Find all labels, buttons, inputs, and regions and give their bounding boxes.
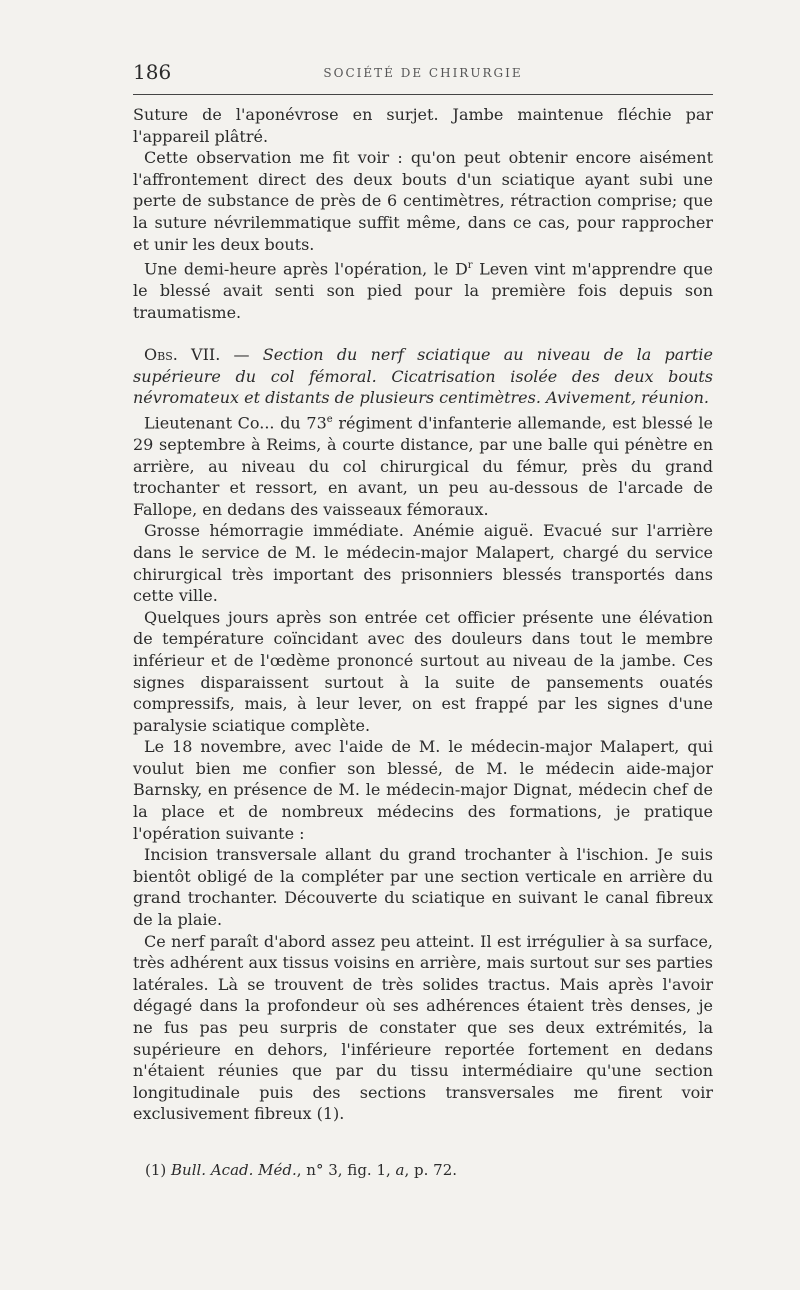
paragraph: Grosse hémorragie immédiate. Anémie aiguë. Evacué sur l'arrière dans le service de M. le médecin-major Malapert, chargé du service chirurgical très important des prisonniers blessés transportés dans cette ville. [133, 521, 713, 606]
paragraph: Une demi-heure après l'opération, le $D^r$ Leven vint m'apprendre que le blessé avait senti son pied pour la première fois depuis son traumatisme. [133, 259, 713, 322]
paragraph: Incision transversale allant du grand trochanter à l'ischion. Je suis bientôt obligé de la compléter par une section verticale en arrière du grand trochanter. Découverte du sciatique en suivant le canal fibreux de la plaie. [133, 845, 713, 930]
paragraph: Ce nerf paraît d'abord assez peu atteint. Il est irrégulier à sa surface, très adhérent aux tissus voisins en arrière, mais surtout sur ses parties latérales. Là se trouvent de très solides tractus. Mais après l'avoir dégagé dans la profondeur où ses adhérences étaient très denses, je ne fus pas peu surpris de constater que ses deux extrémités, la supérieure en dehors, l'inférieure reportée fortement en dedans n'étaient réunies que par du tissu intermédiaire qu'une section longitudinale puis des sections transversales me firent voir exclusivement fibreux (1). [133, 931, 713, 1124]
footnote: (1) Bull. Acad. Méd., n° 3, fig. 1, a, p. 72. [145, 1161, 458, 1179]
body-text [133, 104, 713, 1125]
paragraph: Cette observation me fit voir : qu'on peut obtenir encore aisément l'affrontement direct des deux bouts d'un sciatique ayant subi une perte de substance de près de 6 centimètres, rétraction comprise; que la suture névrilemmatique suffit même, dans ce cas, pour rapprocher et unir les deux bouts. [133, 148, 713, 254]
running-title: SOCIÉTÉ DE CHIRURGIE [323, 66, 523, 80]
superscript: r [467, 260, 473, 272]
page-header [133, 58, 713, 95]
observation-label: Obs. VII. [144, 345, 221, 365]
paragraph: Suture de l'aponévrose en surjet. Jambe maintenue fléchie par l'appareil plâtré. [133, 105, 713, 146]
footnote-source: Bull. Acad. Méd. [171, 1161, 297, 1179]
observation-title: Section du nerf sciatique au niveau de la partie supérieure du col fémoral. Cicatrisation isolée des deux bouts névromateux et distants de plusieurs centimètres. Avivement, réunion. [133, 345, 713, 408]
paragraph: Le 18 novembre, avec l'aide de M. le médecin-major Malapert, qui voulut bien me confier son blessé, de M. le médecin aide-major Barnsky, en présence de M. le médecin-major Dignat, médecin chef de la place et de nombreux médecins des formations, je pratique l'opération suivante : [133, 737, 713, 843]
paragraph: Lieutenant Co... du 73e régiment d'infanterie allemande, est blessé le 29 septembre à Reims, à courte distance, par une balle qui pénètre en arrière, au niveau du col chirurgical du fémur, près du grand trochanter et ressort, en avant, un peu au-dessous de l'arcade de Fallope, en dedans des vaisseaux fémoraux. [133, 413, 713, 519]
observation-heading: Obs. VII. — Section du nerf sciatique au niveau de la partie supérieure du col fémoral. Cicatrisation isolée des deux bouts névromateux et distants de plusieurs centimètres. Avivement, réunion. [133, 345, 713, 408]
superscript: e [326, 414, 333, 426]
paragraph: Quelques jours après son entrée cet officier présente une élévation de température coïncidant avec des douleurs dans tout le membre inférieur et de l'œdème prononcé surtout au niveau de la jambe. Ces signes disparaissent surtout à la suite de pansements ouatés compressifs, mais, à leur lever, on est frappé par les signes d'une paralysie sciatique complète. [133, 607, 713, 735]
page-number: 186 [133, 60, 172, 84]
